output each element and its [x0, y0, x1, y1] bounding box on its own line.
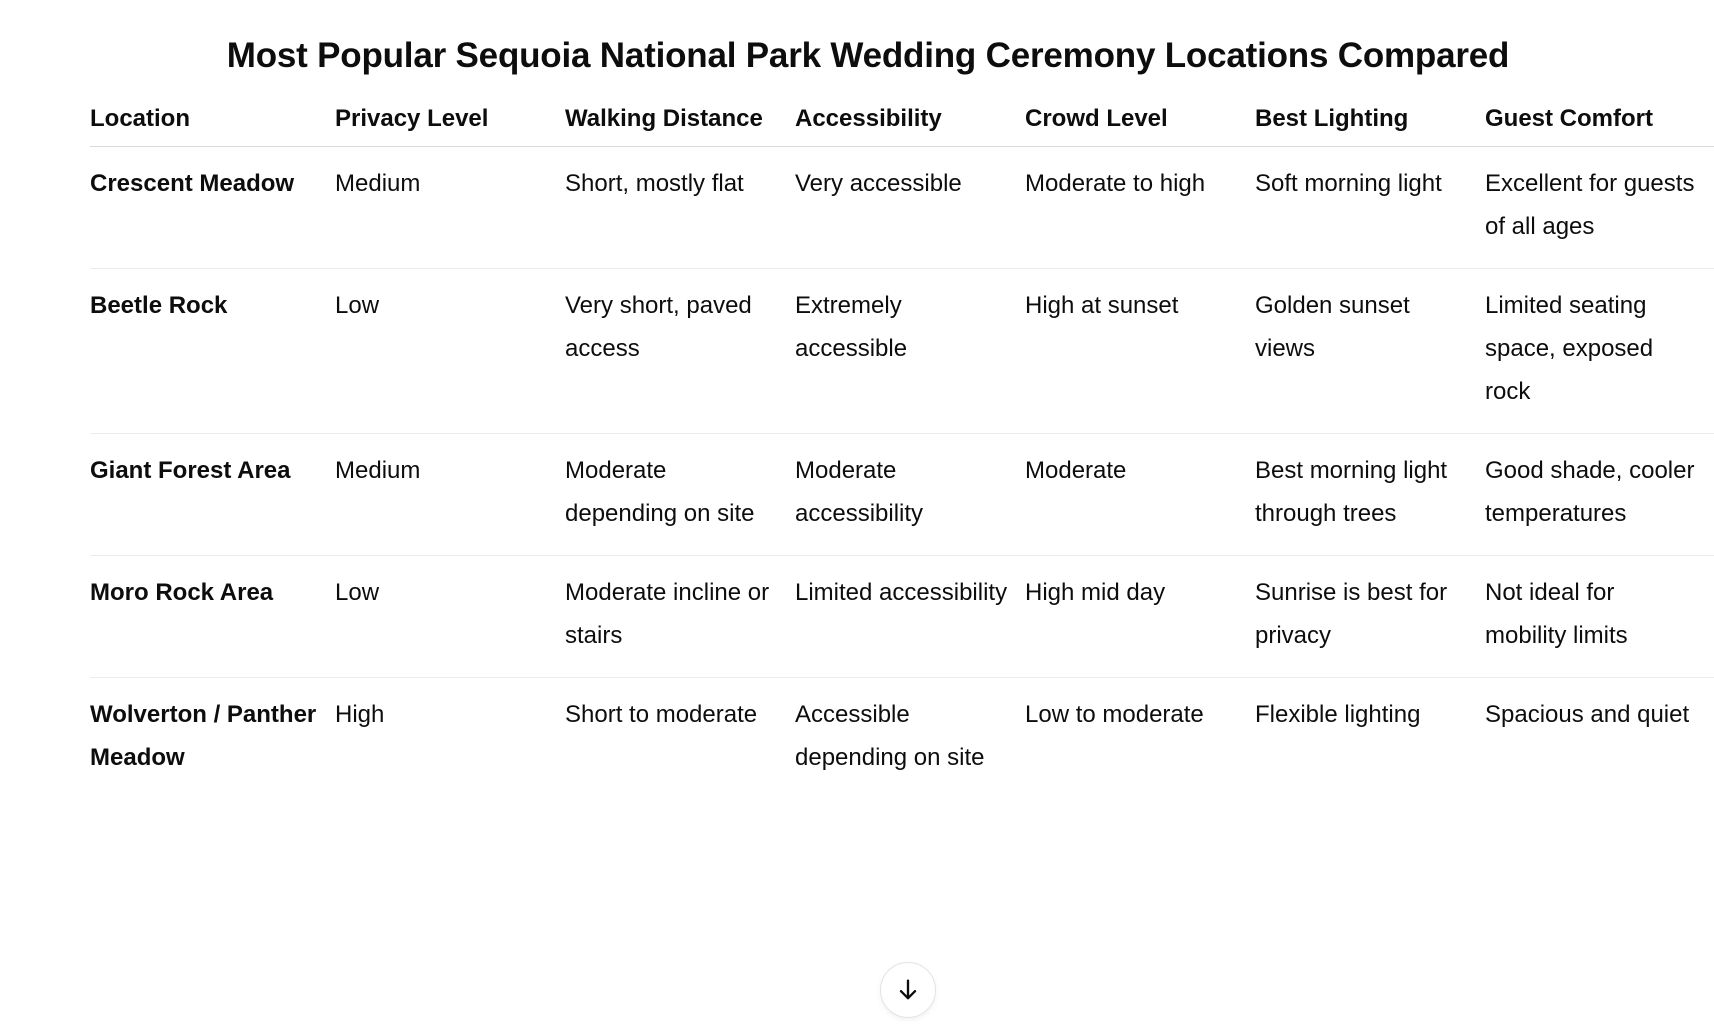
header-guest-comfort: Guest Comfort	[1485, 100, 1714, 147]
cell-guest-comfort: Spacious and quiet	[1485, 701, 1690, 728]
cell-privacy-level: Low	[335, 556, 565, 678]
header-privacy-level: Privacy Level	[335, 100, 565, 147]
cell-accessibility: Moderate accessibility	[795, 434, 1025, 556]
cell-location: Beetle Rock	[90, 269, 335, 434]
cell-privacy-level: High	[335, 701, 385, 728]
cell-best-lighting: Sunrise is best for privacy	[1255, 556, 1485, 678]
cell-accessibility: Accessible depending on site	[795, 701, 985, 771]
cell-privacy-level: Medium	[335, 434, 565, 556]
arrow-down-icon	[894, 976, 922, 1004]
header-location: Location	[90, 100, 335, 147]
cell-crowd-level: Moderate to high	[1025, 147, 1255, 269]
cell-location: Wolverton / Panther Meadow	[90, 701, 317, 771]
cell-best-lighting: Flexible lighting	[1255, 701, 1421, 728]
cell-privacy-level: Medium	[335, 147, 565, 269]
cell-walking-distance: Short to moderate	[565, 701, 758, 728]
scroll-to-bottom-button[interactable]	[880, 962, 936, 1018]
header-crowd-level: Crowd Level	[1025, 100, 1255, 147]
cell-guest-comfort: Good shade, cooler temperatures	[1485, 434, 1714, 556]
cell-location: Moro Rock Area	[90, 556, 335, 678]
cell-location: Crescent Meadow	[90, 147, 335, 269]
cell-guest-comfort: Excellent for guests of all ages	[1485, 147, 1714, 269]
cell-walking-distance: Moderate depending on site	[565, 434, 795, 556]
header-accessibility: Accessibility	[795, 100, 1025, 147]
table-row	[90, 556, 1714, 678]
cell-best-lighting: Golden sunset views	[1255, 269, 1485, 434]
cell-accessibility: Extremely accessible	[795, 269, 1025, 434]
table-row	[90, 434, 1714, 556]
cell-accessibility: Very accessible	[795, 147, 1025, 269]
cell-guest-comfort: Not ideal for mobility limits	[1485, 556, 1714, 678]
cell-best-lighting: Best morning light through trees	[1255, 434, 1485, 556]
cell-walking-distance: Moderate incline or stairs	[565, 556, 795, 678]
cell-location: Giant Forest Area	[90, 434, 335, 556]
cell-walking-distance: Short, mostly flat	[565, 147, 795, 269]
cell-crowd-level: Moderate	[1025, 434, 1255, 556]
table-row	[90, 147, 1714, 269]
cell-crowd-level: High at sunset	[1025, 269, 1255, 434]
cell-accessibility: Limited accessibility	[795, 556, 1025, 678]
cell-crowd-level: Low to moderate	[1025, 701, 1204, 728]
table-row	[90, 269, 1714, 434]
table-row	[90, 678, 1714, 800]
page-title: Most Popular Sequoia National Park Wedding Ceremony Locations Compared	[226, 36, 1510, 75]
cell-best-lighting: Soft morning light	[1255, 147, 1485, 269]
comparison-table-container	[90, 100, 1714, 799]
comparison-table	[90, 100, 1714, 799]
cell-crowd-level: High mid day	[1025, 556, 1255, 678]
cell-guest-comfort: Limited seating space, exposed rock	[1485, 269, 1714, 434]
cell-walking-distance: Very short, paved access	[565, 269, 795, 434]
cell-privacy-level: Low	[335, 269, 565, 434]
table-header-row	[90, 100, 1714, 147]
header-best-lighting: Best Lighting	[1255, 100, 1485, 147]
header-walking-distance: Walking Distance	[565, 100, 795, 147]
